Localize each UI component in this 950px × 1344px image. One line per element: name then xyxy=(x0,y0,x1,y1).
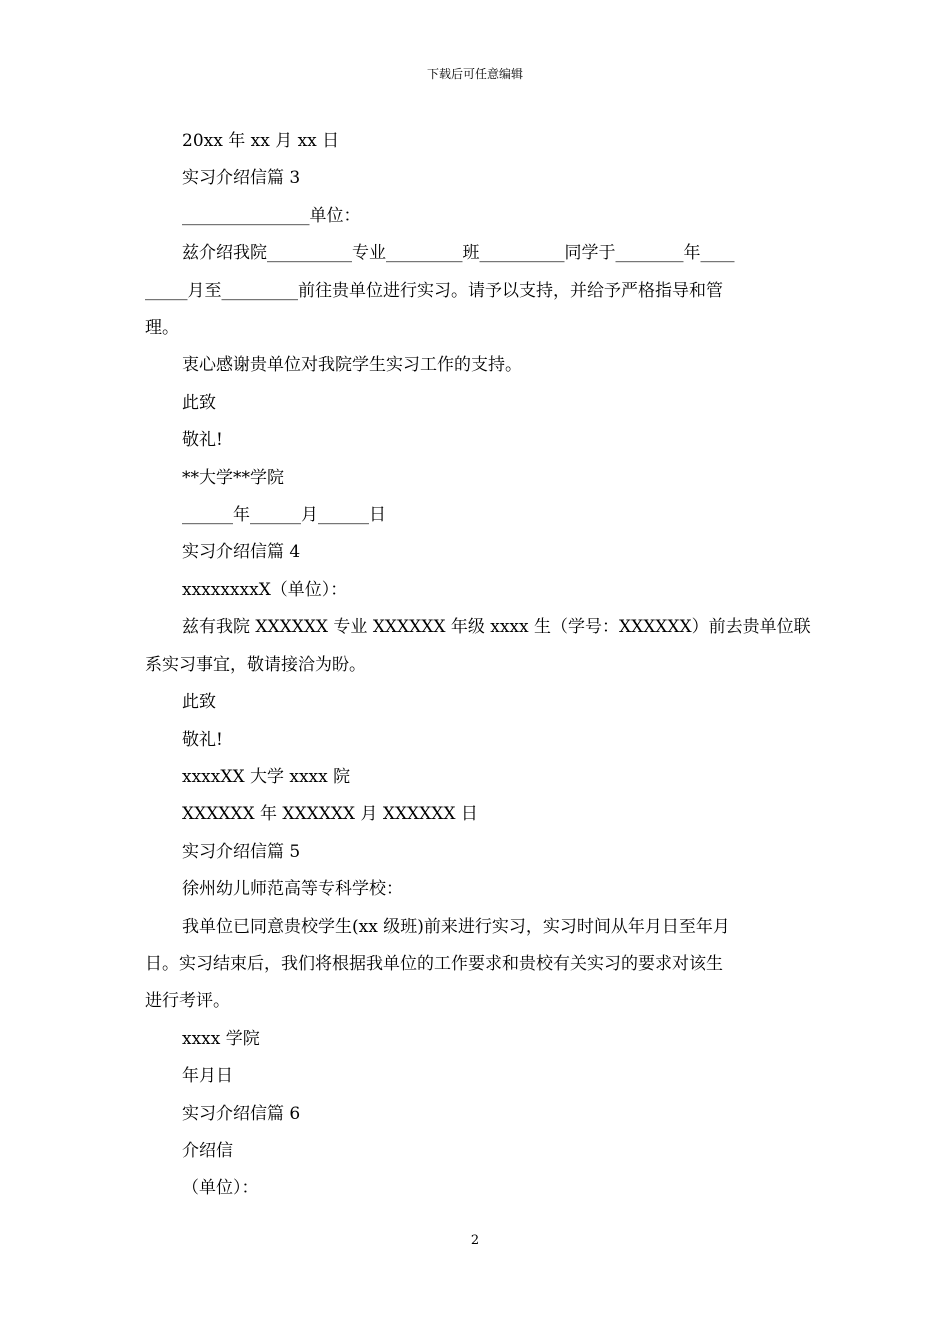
salutation: 徐州幼儿师范高等专科学校： xyxy=(182,879,403,900)
closing-line: 此致 xyxy=(182,392,216,413)
date-line: ______年______月______日 xyxy=(182,505,386,526)
body-line: 理。 xyxy=(145,318,179,339)
signature-line: xxxx 学院 xyxy=(182,1028,260,1049)
body-line: 日。实习结束后，我们将根据我单位的工作要求和贵校有关实习的要求对该生 xyxy=(145,953,723,974)
section-title: 实习介绍信篇 3 xyxy=(182,168,301,189)
document-body xyxy=(145,123,809,1208)
section-title: 实习介绍信篇 4 xyxy=(182,542,301,563)
page-number: 2 xyxy=(470,1233,480,1248)
page-header: 下载后可任意编辑 xyxy=(426,67,523,81)
salutation: _______________单位： xyxy=(182,205,361,226)
date-line: 年月日 xyxy=(182,1066,233,1087)
signature-line: **大学**学院 xyxy=(182,467,284,488)
signature-line: xxxxXX 大学 xxxx 院 xyxy=(182,766,351,787)
body-line: 兹有我院 XXXXXX 专业 XXXXXX 年级 xxxx 生（学号：XXXXXX）前去贵单位联 xyxy=(182,617,811,638)
closing-line: 敬礼! xyxy=(182,729,223,750)
body-line: 系实习事宜，敬请接洽为盼。 xyxy=(145,654,366,675)
section-title: 实习介绍信篇 6 xyxy=(182,1103,301,1124)
salutation: xxxxxxxxX（单位）： xyxy=(182,579,348,600)
body-line: 我单位已同意贵校学生(xx 级班)前来进行实习，实习时间从年月日至年月 xyxy=(182,916,730,937)
date-line: 20xx 年 xx 月 xx 日 xyxy=(182,131,340,151)
section-title: 实习介绍信篇 5 xyxy=(182,841,301,862)
body-line: 衷心感谢贵单位对我院学生实习工作的支持。 xyxy=(182,355,522,376)
body-line: _____月至_________前往贵单位进行实习。请予以支持，并给予严格指导和管 xyxy=(145,280,723,301)
salutation: （单位）： xyxy=(182,1178,259,1199)
closing-line: 敬礼! xyxy=(182,430,223,451)
body-line: 兹介绍我院__________专业_________班__________同学于________年____ xyxy=(182,243,735,264)
letter-heading: 介绍信 xyxy=(182,1140,233,1161)
closing-line: 此致 xyxy=(182,692,216,713)
date-line: XXXXXX 年 XXXXXX 月 XXXXXX 日 xyxy=(182,804,478,825)
body-line: 进行考评。 xyxy=(145,991,230,1012)
